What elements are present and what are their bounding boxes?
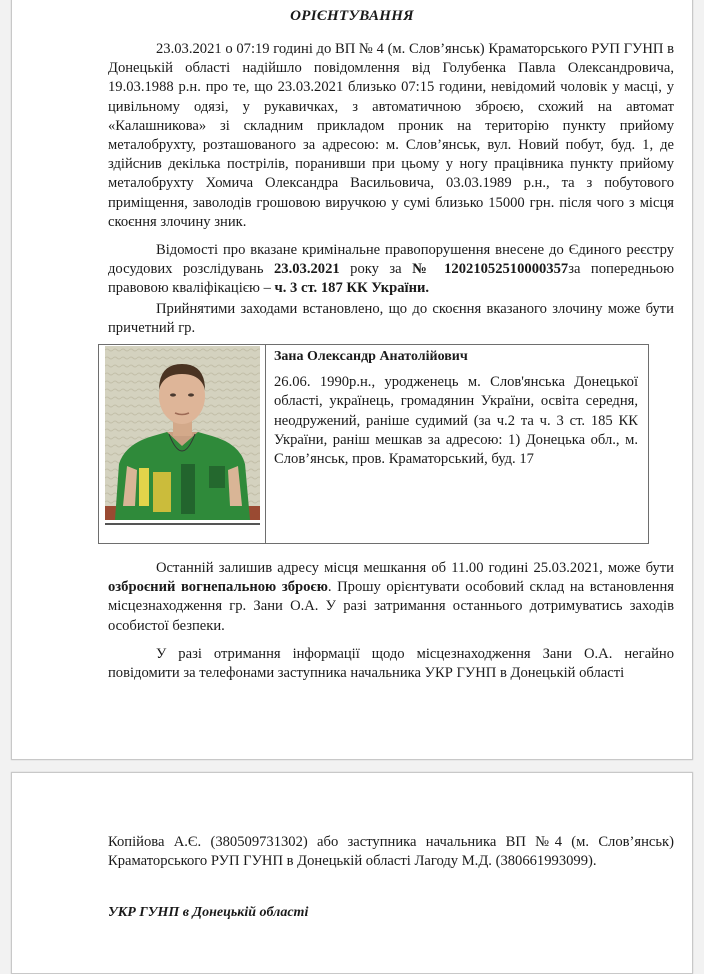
registry-paragraph — [108, 241, 674, 299]
registry-number: № 12021052510000357 — [412, 261, 569, 278]
suspect-description: 26.06. 1990р.н., уродженець м. Слов'янська Донецької області, українець, громадянин України, освіта середня, неодружений, раніше судимий (за ч.2 та ч. 3 ст. 185 КК України, раніш мешкав за адресою: 1) Донецька обл., м. Слов’янськ, пров. Краматорський, буд. 17 — [274, 374, 638, 468]
suspect-card — [98, 344, 649, 544]
suspect-photo — [105, 346, 260, 520]
suspect-intro-paragraph — [108, 300, 674, 338]
document-page-1 — [11, 0, 693, 760]
incident-paragraph — [108, 40, 674, 232]
contact-paragraph — [108, 645, 674, 683]
document-page-2 — [11, 772, 693, 974]
registry-text-part3: за попередньою правовою кваліфікацією – — [108, 261, 674, 297]
registry-text-part1: Відомості про вказане кримінальне правопорушення внесене до Єдиного реєстру досудових розслідувань — [108, 242, 674, 278]
card-divider — [265, 345, 266, 543]
document-title: ОРІЄНТУВАННЯ — [290, 8, 414, 24]
suspect-photo-image — [105, 346, 260, 520]
suspect-info — [274, 347, 638, 469]
suspect-intro-text: Прийнятими заходами встановлено, що до скоєння вказаного злочину може бути причетний гр. — [108, 301, 674, 337]
contact-continuation: Копійова А.Є. (380509731302) або заступника начальника ВП №4 (м. Слов’янськ) Краматорського РУП ГУНП в Донецькій області Лагоду М.Д. (380661993099). — [108, 834, 674, 870]
registry-date: 23.03.2021 — [273, 261, 340, 278]
armed-warning: озброєний вогнепальною зброєю — [108, 579, 328, 596]
registry-text-part2: року за — [339, 261, 413, 278]
warning-text — [108, 559, 674, 636]
criminal-article: ч. 3 ст. 187 КК України. — [274, 280, 430, 297]
registry-text — [108, 241, 674, 299]
warning-text-part1: Останній залишив адресу місця мешкання об 11.00 годині 25.03.2021, може бути — [156, 560, 674, 576]
suspect-name: Зана Олександр Анатолійович — [274, 349, 468, 364]
photo-underline — [105, 523, 260, 525]
warning-text-part2: . Прошу орієнтувати особовий склад на встановлення місцезнаходження гр. Зани О.А. У разі затримання останнього дотримуватись заходів особистої безпеки. — [108, 579, 674, 634]
contact-text: У разі отримання інформації щодо місцезнаходження Зани О.А. негайно повідомити за телефонами заступника начальника УКР ГУНП в Донецькій області — [108, 646, 674, 682]
incident-text: 23.03.2021 о 07:19 годині до ВП № 4 (м. Слов’янськ) Краматорського РУП ГУНП в Донецькій області надійшло повідомлення від Голубенка Павла Олександровича, 19.03.1988 р.н. про те, що 23.03.2021 близько 07:15 години, невідомий чоловік у масці, у цивільному одязі, у рукавичках, з автоматичною зброєю, схожий на автомат «Калашникова» зі складним прикладом проник на територію пункту прийому металобрухту, розташованого за адресою: м. Слов’янськ, вул. Новий побут, буд. 1, де здійснив декілька пострілів, поранивши при цьому у ногу працівника пункту прийому металобрухту Хомича Олександра Васильовича, 03.03.1989 р.н., та з побутового приміщення, заволодів грошовою виручкою у сумі близько 15000 грн. після чого з місця скоєння злочину зник. — [108, 41, 674, 230]
warning-paragraph — [108, 559, 674, 636]
signature-department: УКР ГУНП в Донецькій області — [108, 905, 309, 920]
